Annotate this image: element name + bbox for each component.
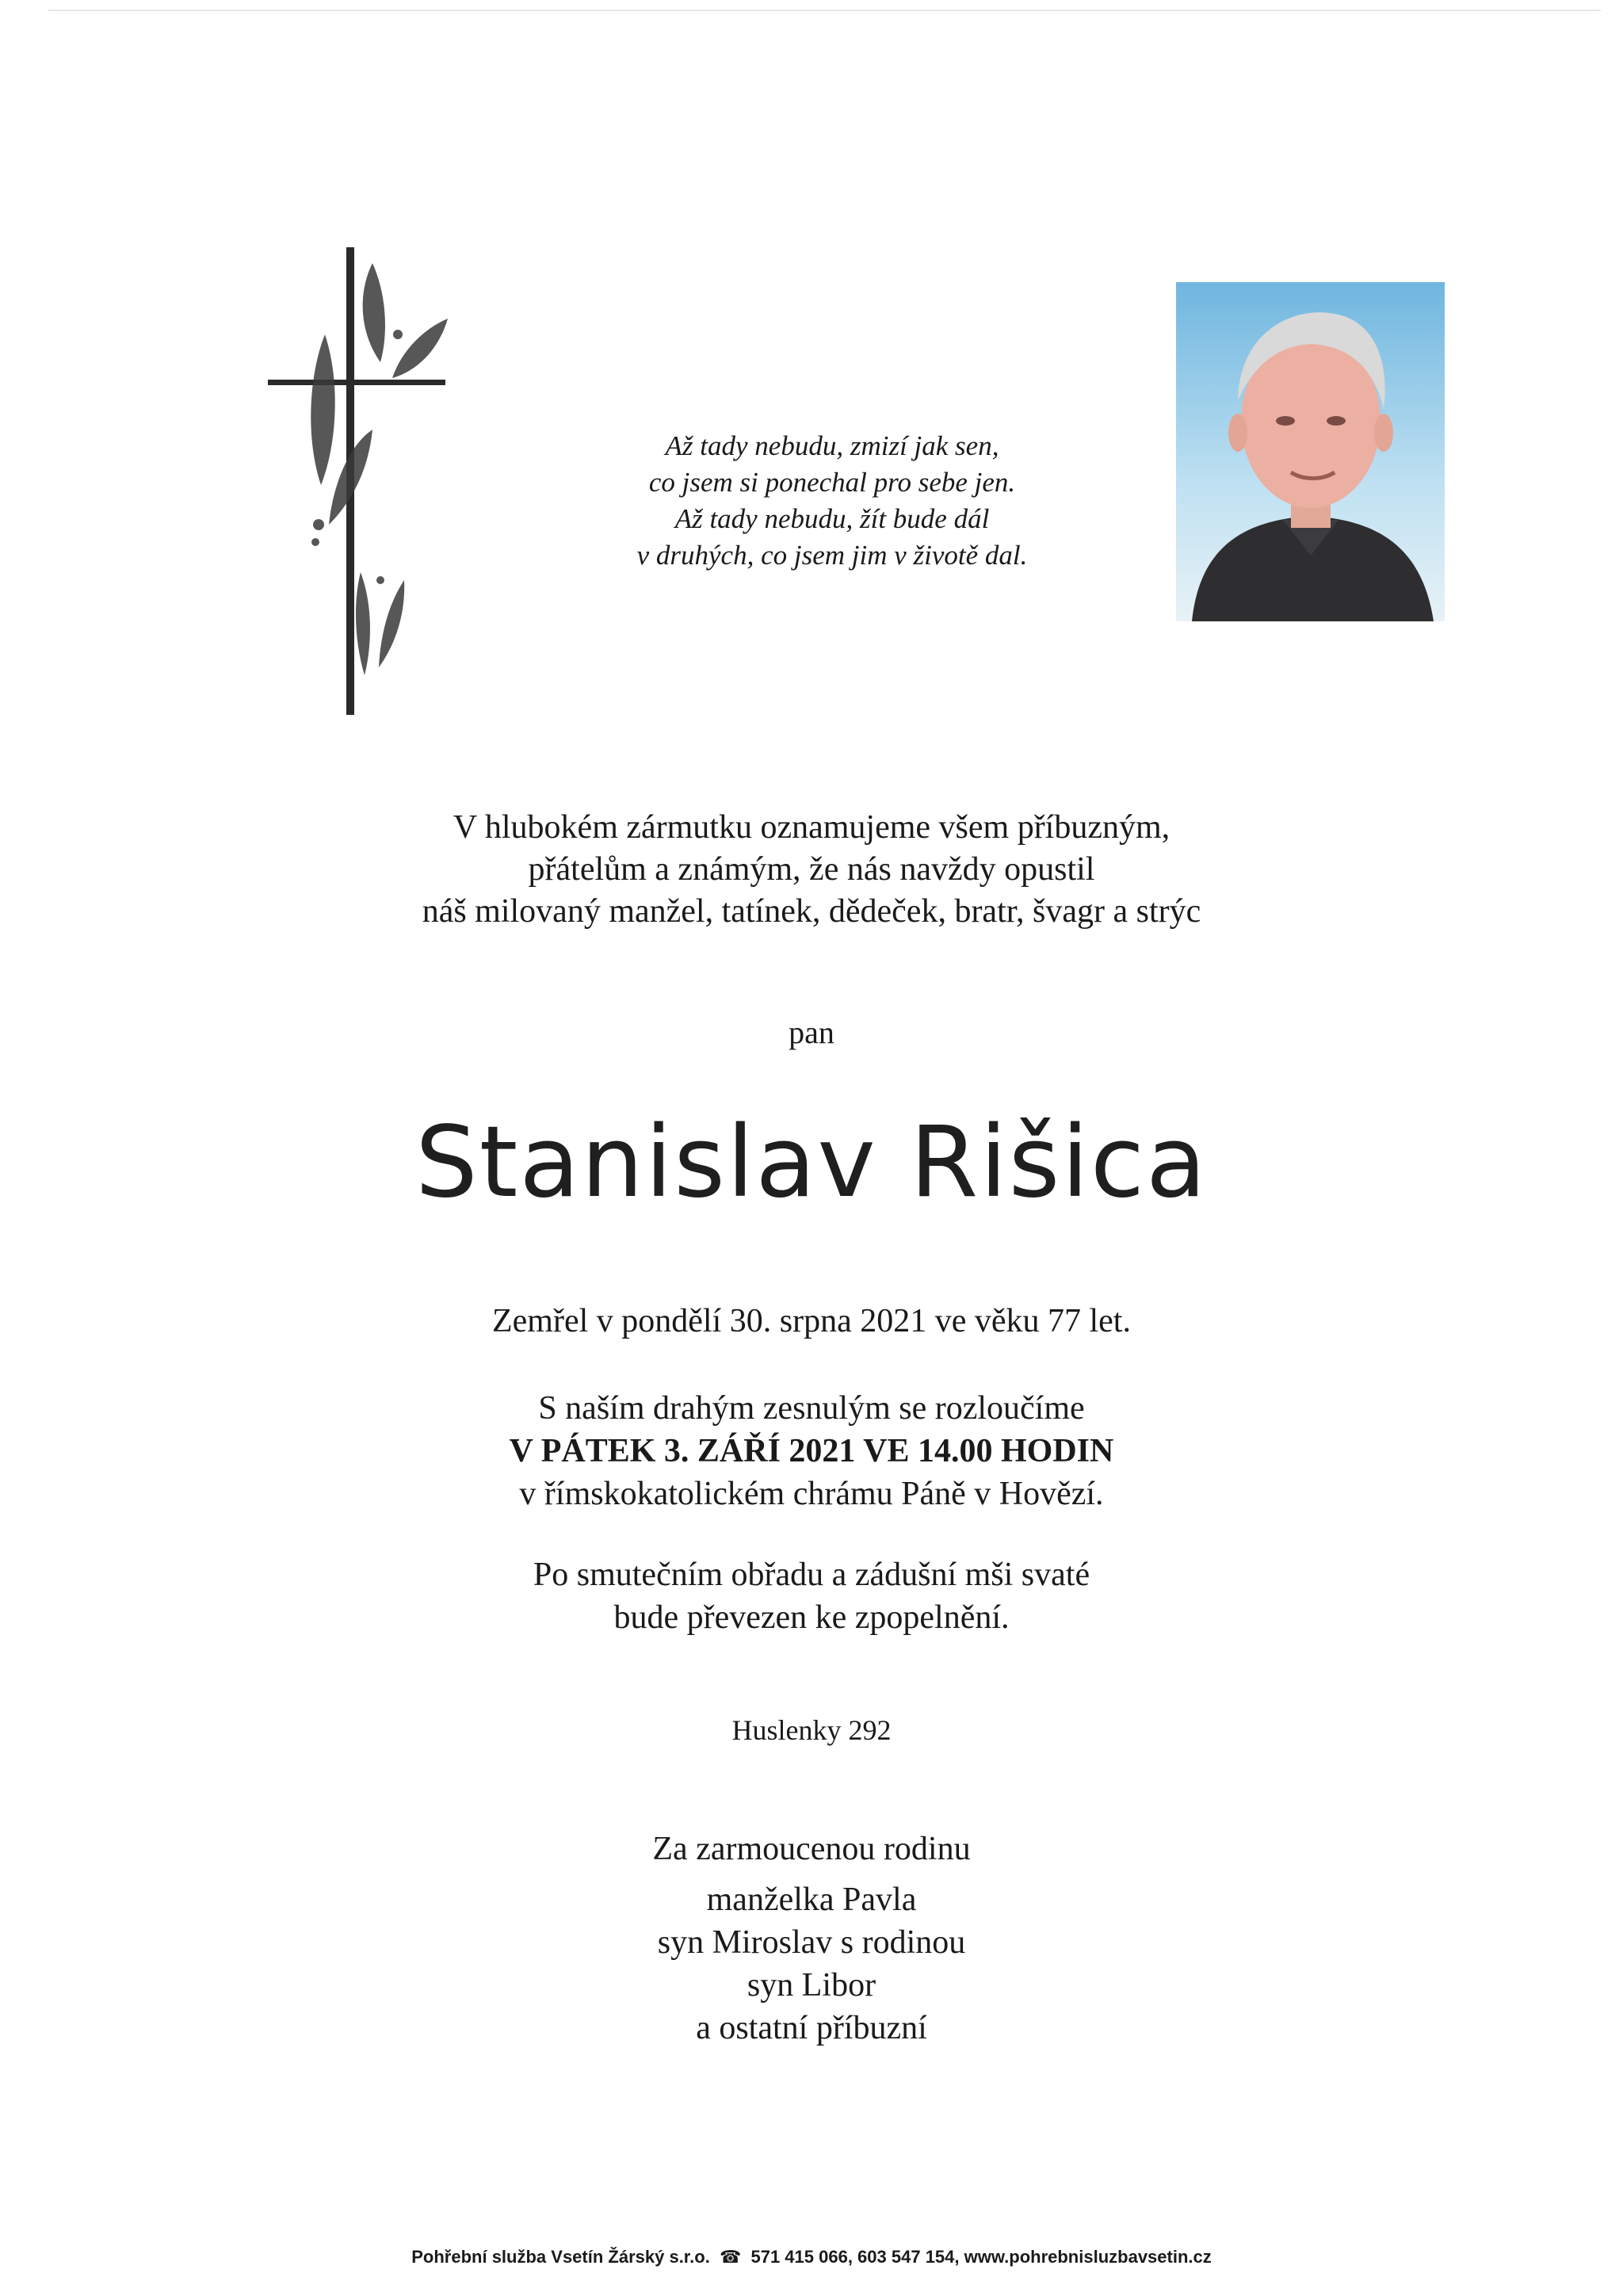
- portrait-photo: [1176, 282, 1445, 621]
- cross-icon: [262, 247, 452, 715]
- death-info: Zemřel v pondělí 30. srpna 2021 ve věku 77 let.: [492, 1303, 1131, 1339]
- poem: [555, 428, 1109, 574]
- ceremony-info: [0, 1553, 1623, 1639]
- address: Huslenky 292: [731, 1714, 892, 1746]
- farewell-location: v římskokatolickém chrámu Páně v Hovězí.: [519, 1476, 1104, 1512]
- farewell-info: [0, 1387, 1623, 1515]
- poem-line: v druhých, co jsem jim v životě dal.: [636, 540, 1028, 571]
- deceased-name: Stanislav Rišica: [414, 1106, 1209, 1220]
- announcement: [0, 807, 1623, 933]
- family-member: syn Libor: [747, 1967, 876, 2004]
- announcement-line: přátelům a známým, že nás navždy opustil: [528, 851, 1095, 888]
- footer: [0, 2246, 1623, 2268]
- footer-company: Pohřební služba Vsetín Žárský s.r.o.: [411, 2247, 710, 2267]
- family-heading: Za zarmoucenou rodinu: [652, 1831, 971, 1867]
- family-members: [0, 1878, 1623, 2050]
- farewell-date-time: V PÁTEK 3. ZÁŘÍ 2021 VE 14.00 HODIN: [509, 1433, 1114, 1469]
- poem-line: Až tady nebudu, žít bude dál: [674, 503, 990, 534]
- family-member: syn Miroslav s rodinou: [657, 1924, 966, 1961]
- title-prefix: pan: [789, 1014, 834, 1050]
- family-member: manželka Pavla: [706, 1881, 917, 1918]
- farewell-line: S naším drahým zesnulým se rozloučíme: [538, 1390, 1085, 1427]
- announcement-line: náš milovaný manžel, tatínek, dědeček, bratr, švagr a strýc: [422, 893, 1201, 930]
- ceremony-line: bude převezen ke zpopelnění.: [613, 1599, 1010, 1636]
- poem-line: co jsem si ponechal pro sebe jen.: [648, 467, 1016, 498]
- top-border-line: [48, 10, 1601, 11]
- family-member: a ostatní příbuzní: [696, 2010, 927, 2046]
- ceremony-line: Po smutečním obřadu a zádušní mši svaté: [533, 1557, 1090, 1593]
- telephone-icon: ☎: [719, 2247, 742, 2267]
- footer-contact: 571 415 066, 603 547 154, www.pohrebnisluzbavsetin.cz: [750, 2247, 1212, 2267]
- announcement-line: V hlubokém zármutku oznamujeme všem příbuzným,: [453, 809, 1170, 846]
- poem-line: Až tady nebudu, zmizí jak sen,: [665, 430, 999, 461]
